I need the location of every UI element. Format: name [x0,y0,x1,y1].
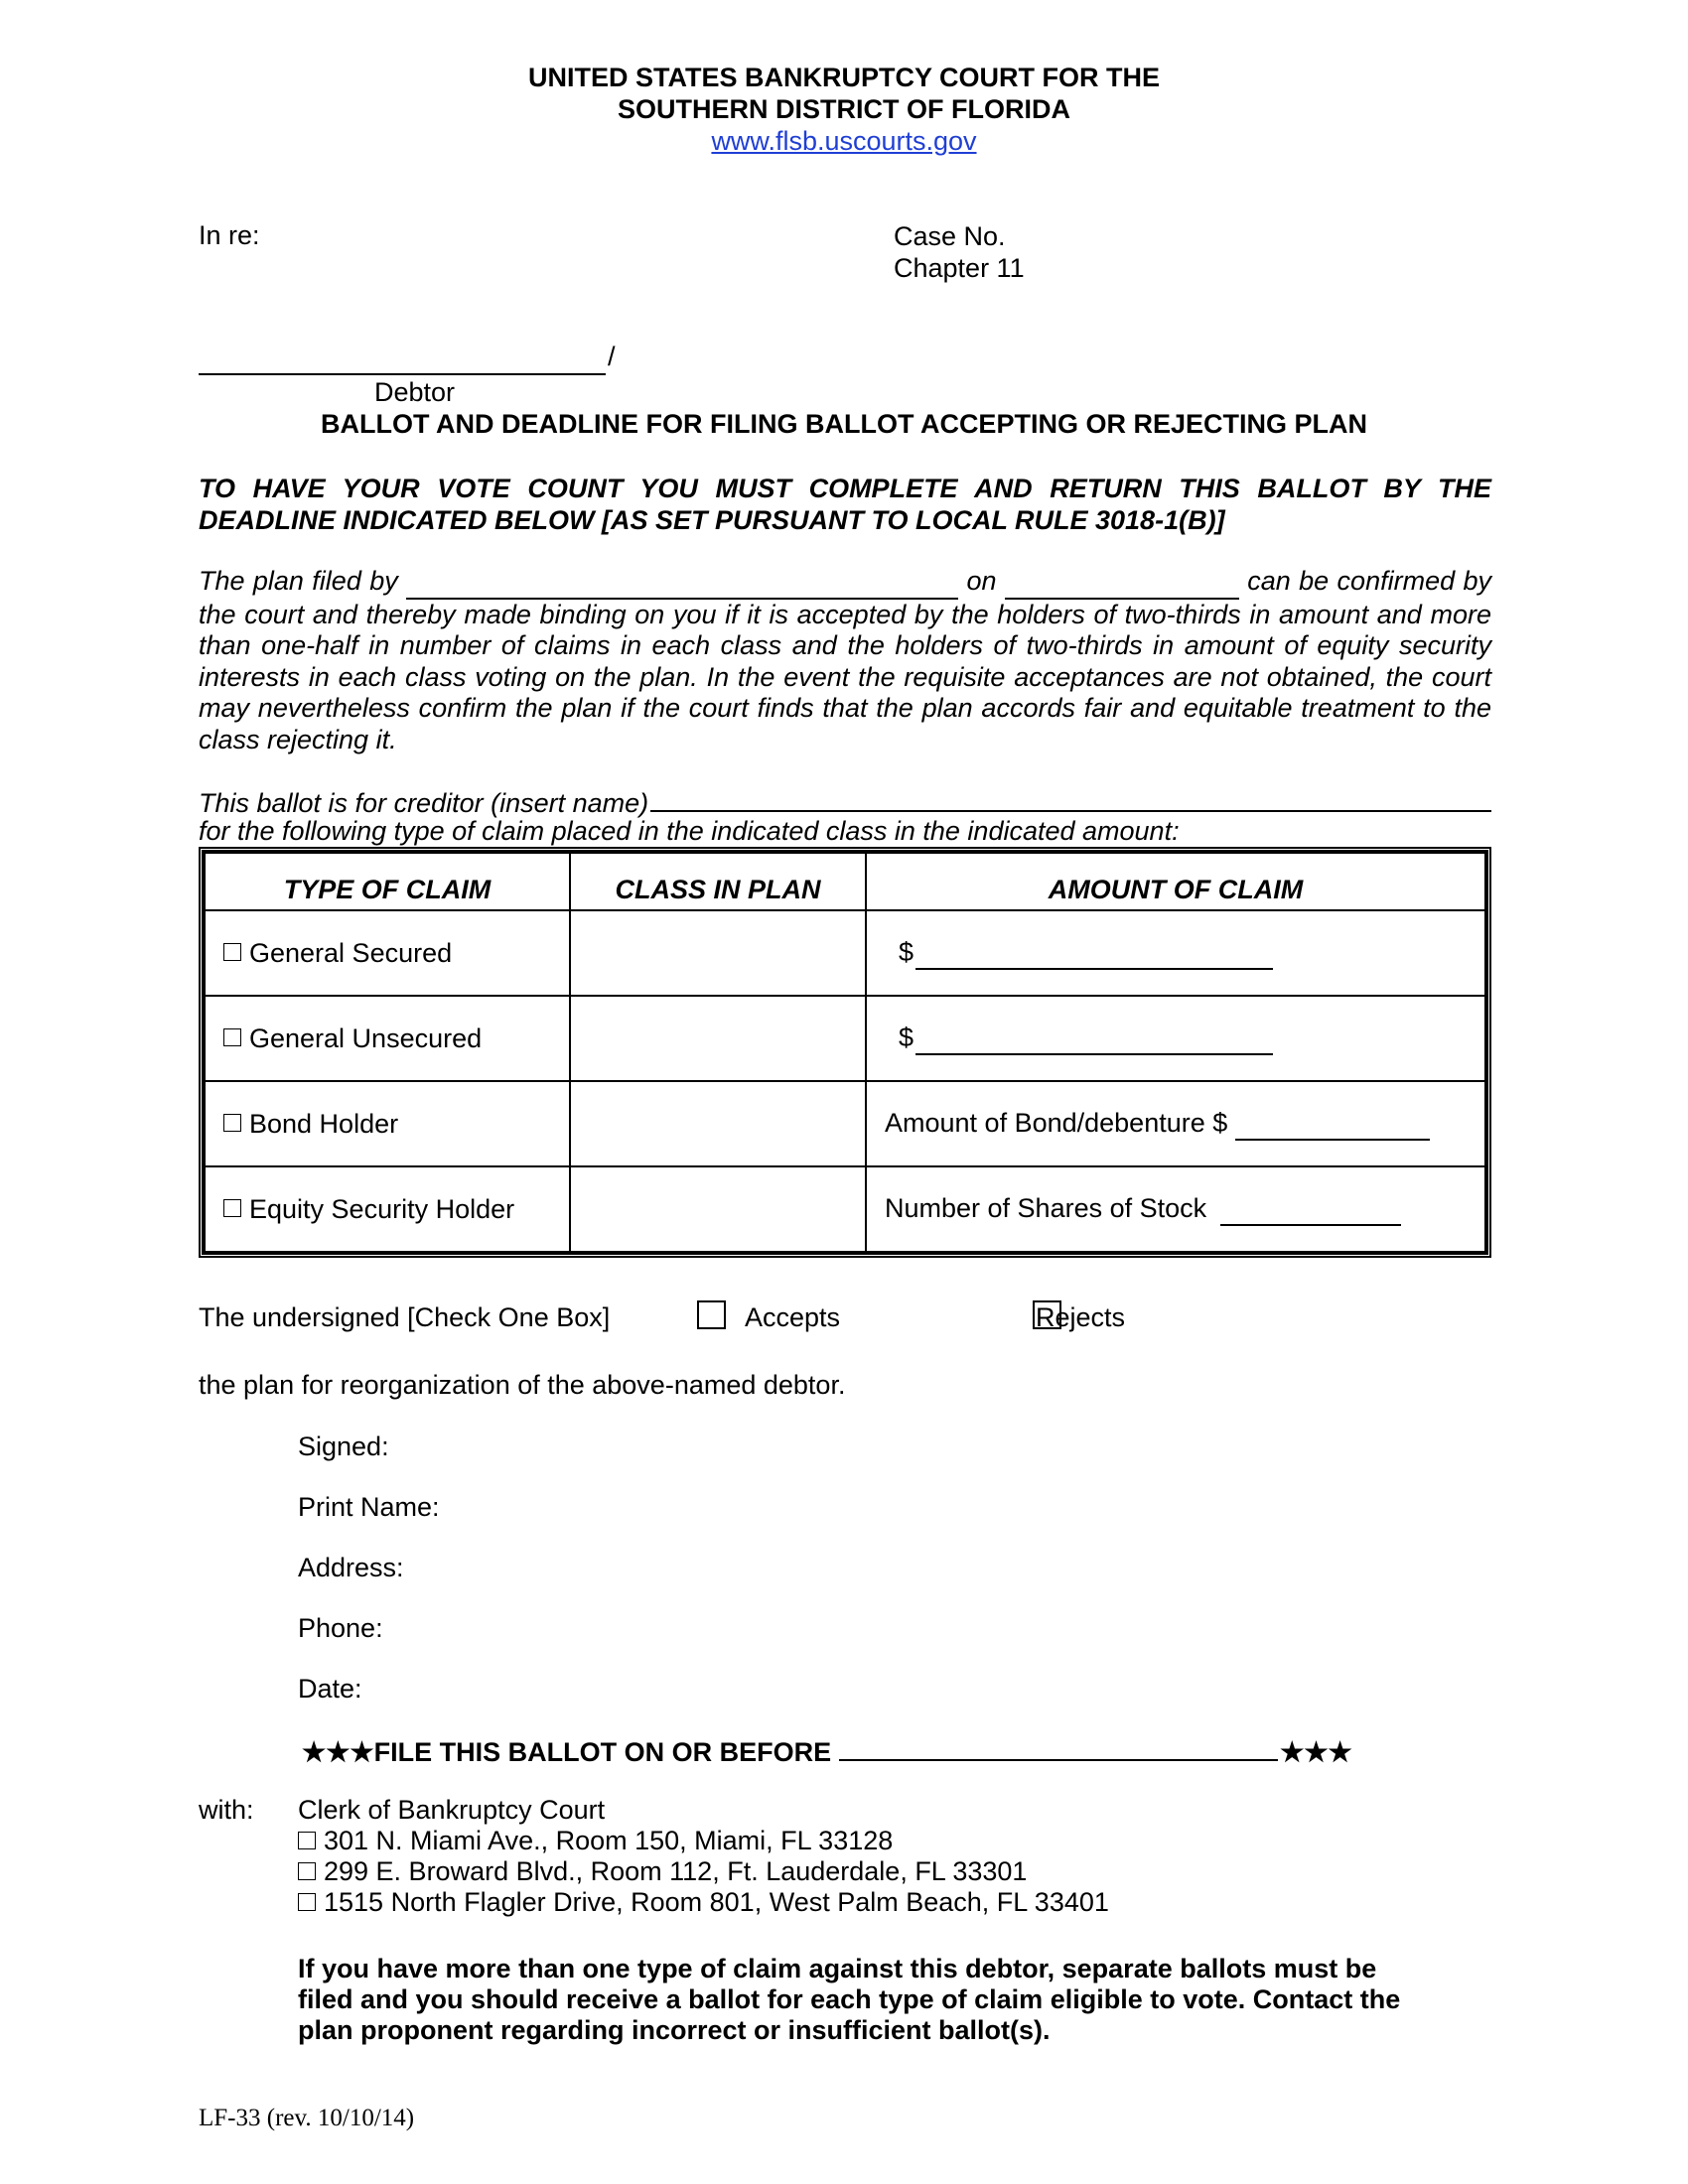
creditor-name-field[interactable] [650,784,1491,812]
amount-field[interactable] [915,1023,1273,1055]
court-name-line1: UNITED STATES BANKRUPTCY COURT FOR THE [527,63,1160,92]
header-class-in-plan: CLASS IN PLAN [570,853,866,910]
plan-text-3: can be confirmed by the court and thereby made binding on you if it is accepted by the holders of two-thirds in amount and more than one-half in number of claims in each class and the holders of two-thirds in amount of equity security interests in each class voting on the plan. In the event the requisite acceptances are not obtained, the court may nevertheless confirm the plan if the court finds that the plan accords fair and equitable treatment to the class rejecting it. [199,566,1491,754]
case-no-label: Case No. [894,221,1006,251]
bond-amount-field[interactable] [1235,1108,1430,1141]
accepts-checkbox[interactable] [697,1300,726,1329]
table-row [205,996,1485,1081]
amount-cell [866,1081,1485,1166]
clerk-address-block [298,1795,1109,1918]
creditor-line [199,784,1491,819]
claim-type-label: General Secured [249,937,453,968]
table-header-row [205,853,1485,910]
court-header [0,62,1688,157]
signed-label: Signed: [298,1432,389,1461]
in-re-label: In re: [199,220,260,250]
debtor-label: Debtor [374,377,456,407]
amount-field[interactable] [915,937,1273,970]
checkbox-icon[interactable] [223,1199,241,1217]
amount-label: Number of Shares of Stock [885,1192,1207,1223]
plan-text-1: The plan filed by [199,566,398,596]
filing-deadline [302,1733,1352,1768]
debtor-name-field[interactable] [199,341,606,375]
deadline-date-field[interactable] [839,1733,1278,1761]
court-name-line2: SOUTHERN DISTRICT OF FLORIDA [618,94,1070,124]
location-text: 299 E. Broward Blvd., Room 112, Ft. Lauderdale, FL 33301 [324,1856,1028,1886]
claim-type-cell[interactable] [205,1166,570,1252]
ballot-title: BALLOT AND DEADLINE FOR FILING BALLOT ACCEPTING OR REJECTING PLAN [321,409,1367,439]
amount-label: $ [899,936,914,967]
deadline-text: FILE THIS BALLOT ON OR BEFORE [373,1737,832,1767]
plan-paragraph [199,566,1491,755]
claim-type-label: Bond Holder [249,1108,399,1139]
debtor-slash: / [608,341,616,371]
multiple-claims-notice: If you have more than one type of claim against this debtor, separate ballots must be filed and you should receive a ballot for each type of claim eligible to vote. Contact the plan proponent regarding incorrect or insufficient ballot(s). [298,1954,1401,2045]
header-amount-of-claim: AMOUNT OF CLAIM [866,853,1485,910]
amount-label: $ [899,1022,914,1052]
claim-type-cell[interactable] [205,1081,570,1166]
form-identifier: LF-33 (rev. 10/10/14) [199,2105,415,2131]
header-type-of-claim: TYPE OF CLAIM [205,853,570,910]
claim-type-cell[interactable] [205,910,570,996]
amount-label: Amount of Bond/debenture $ [885,1107,1228,1138]
checkbox-icon[interactable] [298,1862,316,1880]
chapter-label: Chapter 11 [894,253,1025,283]
court-website-link[interactable]: www.flsb.uscourts.gov [711,126,977,156]
accepts-label: Accepts [745,1302,841,1332]
checkbox-icon[interactable] [298,1893,316,1911]
address-label: Address: [298,1553,404,1582]
vote-continuation: the plan for reorganization of the above-named debtor. [199,1370,846,1400]
case-info [894,220,1025,284]
table-row [205,910,1485,996]
rejects-label: Rejects [1036,1302,1126,1332]
clerk-name: Clerk of Bankruptcy Court [298,1795,606,1825]
amount-cell [866,1166,1485,1252]
vote-prompt: The undersigned [Check One Box] [199,1302,611,1332]
plan-date-field[interactable] [1005,566,1239,600]
star-icon-left: ★★★ [302,1737,374,1767]
claim-type-label: Equity Security Holder [249,1193,515,1224]
class-in-plan-cell[interactable] [570,1081,866,1166]
class-in-plan-cell[interactable] [570,1166,866,1252]
table-row [205,1166,1485,1252]
claim-type-instruction: for the following type of claim placed in the indicated class in the indicated amount: [199,816,1180,846]
location-text: 301 N. Miami Ave., Room 150, Miami, FL 33128 [324,1826,894,1855]
amount-cell [866,910,1485,996]
location-text: 1515 North Flagler Drive, Room 801, West Palm Beach, FL 33401 [324,1887,1109,1917]
claim-type-label: General Unsecured [249,1023,483,1053]
checkbox-icon[interactable] [223,1114,241,1132]
checkbox-icon[interactable] [223,1028,241,1046]
phone-label: Phone: [298,1613,383,1643]
claims-table [199,847,1491,1258]
table-row [205,1081,1485,1166]
shares-field[interactable] [1220,1193,1401,1226]
plan-filer-field[interactable] [406,566,958,600]
claim-type-cell[interactable] [205,996,570,1081]
checkbox-icon[interactable] [223,943,241,961]
creditor-label: This ballot is for creditor (insert name) [199,788,649,818]
print-name-label: Print Name: [298,1492,440,1522]
amount-cell [866,996,1485,1081]
checkbox-icon[interactable] [298,1832,316,1849]
class-in-plan-cell[interactable] [570,910,866,996]
with-label: with: [199,1795,254,1825]
location-option[interactable] [298,1887,1109,1918]
location-option[interactable] [298,1856,1109,1887]
date-label: Date: [298,1674,362,1704]
plan-text-2: on [966,566,997,596]
star-icon-right: ★★★ [1280,1737,1352,1767]
location-option[interactable] [298,1826,1109,1856]
deadline-warning: TO HAVE YOUR VOTE COUNT YOU MUST COMPLETE AND RETURN THIS BALLOT BY THE DEADLINE INDICATED BELOW [AS SET PURSUANT TO LOCAL RULE 3018-1(B)] [199,474,1491,535]
class-in-plan-cell[interactable] [570,996,866,1081]
